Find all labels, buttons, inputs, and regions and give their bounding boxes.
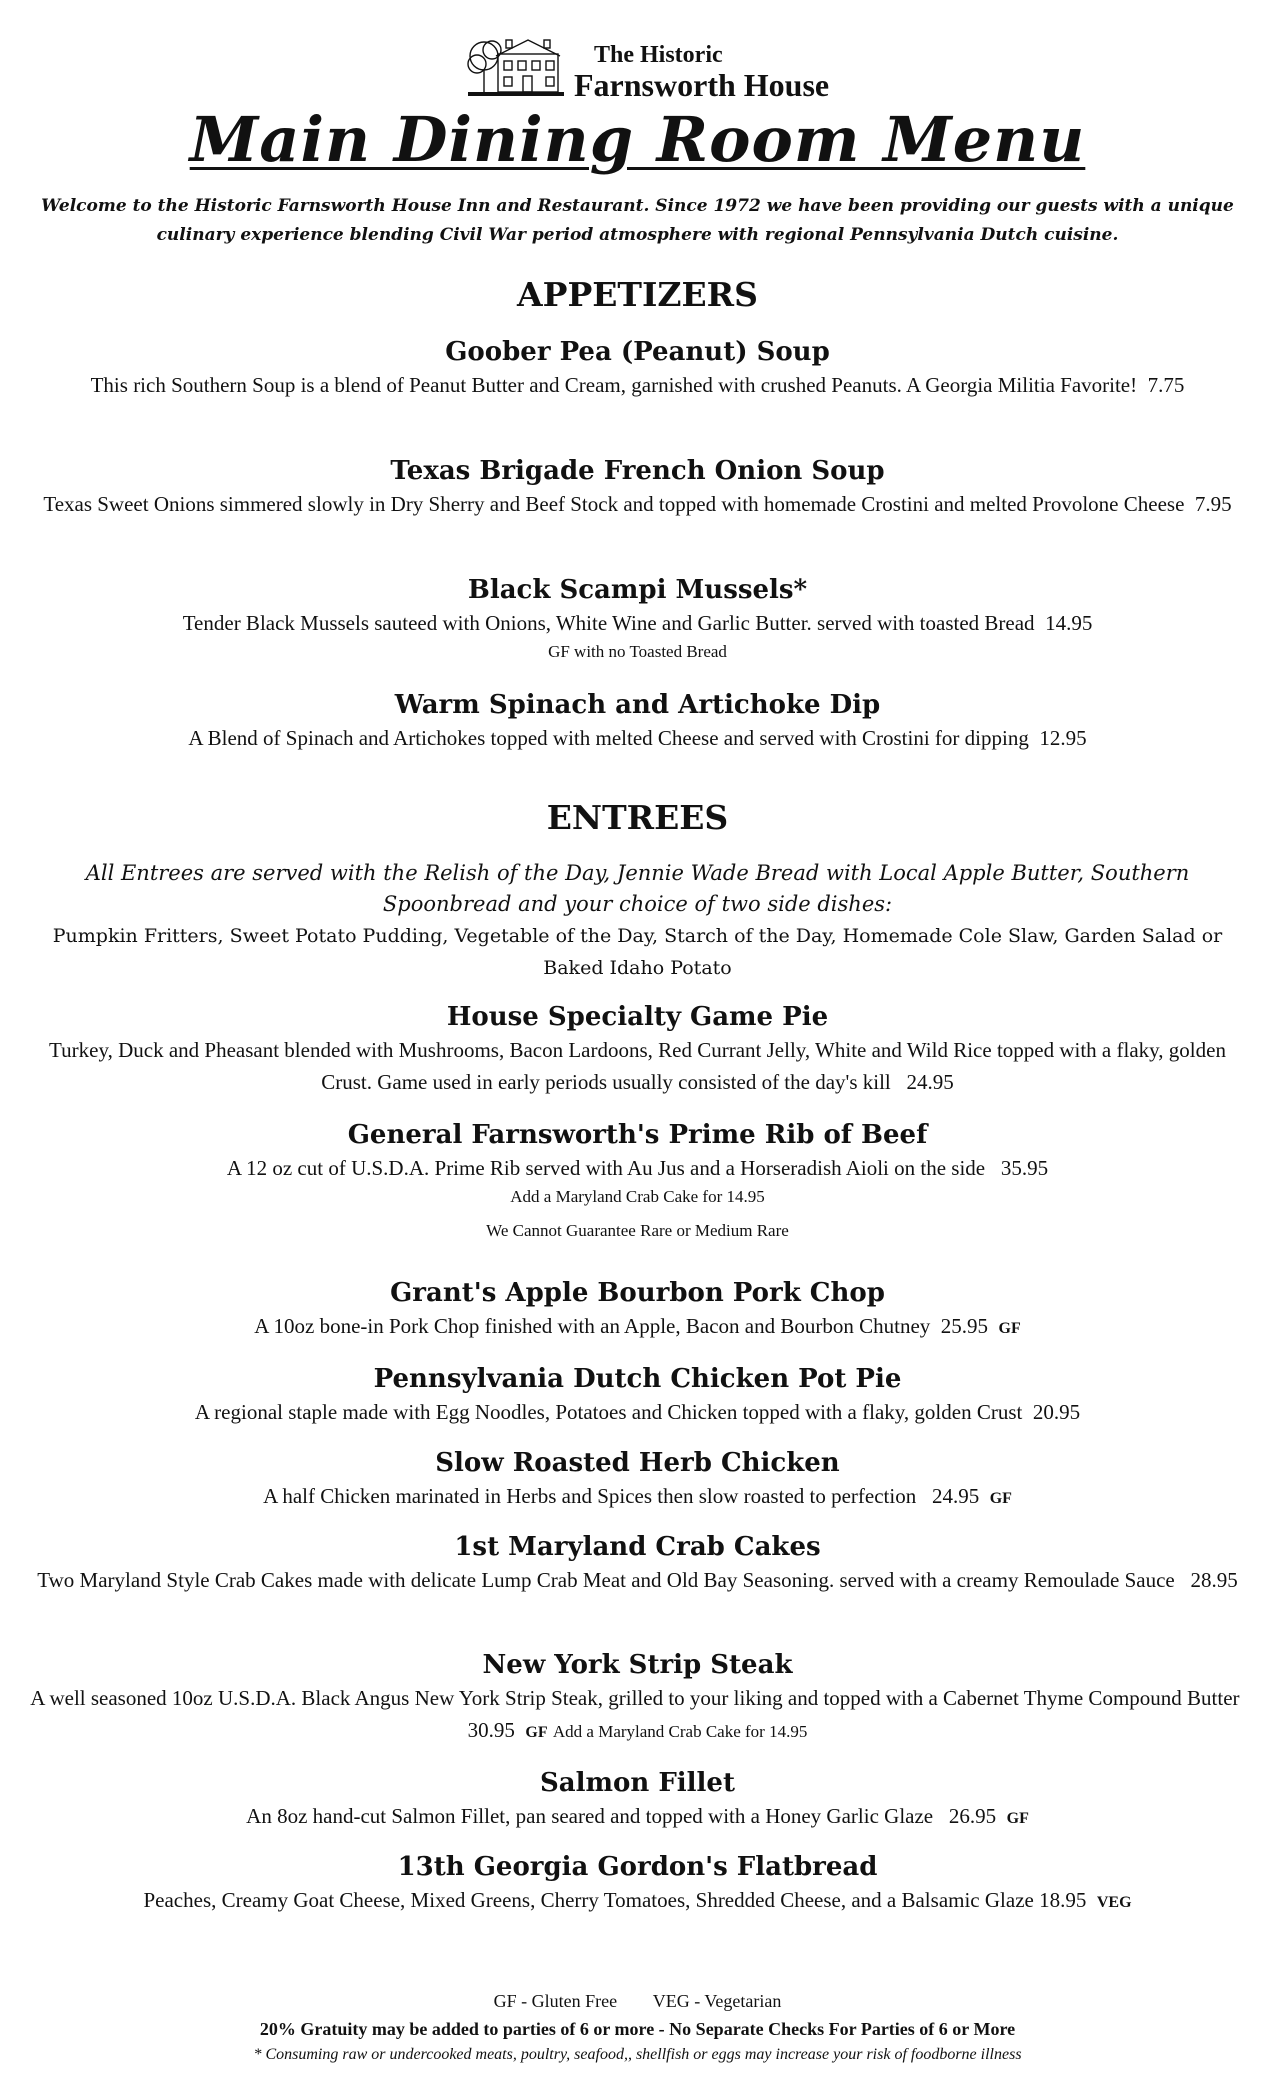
item-desc: A 12 oz cut of U.S.D.A. Prime Rib served with Au Jus and a Horseradish Aioli on the side 35.95 [226, 1156, 1049, 1180]
gratuity-note: 20% Gratuity may be added to parties of 6 or more - No Separate Checks For Parties of 6 or More [259, 2019, 1016, 2039]
item-note: GF with no Toasted Bread [548, 642, 727, 661]
menu-item [30, 573, 1245, 665]
menu-item [30, 1362, 1245, 1428]
item-tag: GF [998, 1320, 1021, 1337]
item-name: House Specialty Game Pie [446, 1002, 829, 1032]
item-price: 24.95 [931, 1484, 980, 1508]
item-name: Black Scampi Mussels* [467, 575, 808, 605]
item-name: Grant's Apple Bourbon Pork Chop [390, 1278, 885, 1308]
menu-item [30, 1118, 1245, 1244]
item-price: 7.95 [1194, 492, 1232, 516]
item-name: New York Strip Steak [482, 1650, 793, 1680]
item-price: 28.95 [1190, 1568, 1238, 1592]
item-name: 1st Maryland Crab Cakes [454, 1532, 821, 1562]
item-tag: GF [989, 1490, 1012, 1507]
item-addon: Add a Maryland Crab Cake for 14.95 [552, 1722, 808, 1741]
item-name: 13th Georgia Gordon's Flatbread [397, 1852, 878, 1882]
item-note-2: We Cannot Guarantee Rare or Medium Rare [486, 1221, 789, 1240]
item-desc: This rich Southern Soup is a blend of Peanut Butter and Cream, garnished with crushed Peanuts. A Georgia Militia Favorite! 7.75 [90, 373, 1185, 397]
item-desc: Two Maryland Style Crab Cakes made with delicate Lump Crab Meat and Old Bay Seasoning. served with a creamy Remoulade Sauce 28.95 [37, 1568, 1238, 1592]
item-price: 18.95 [1039, 1888, 1087, 1912]
item-tag: VEG [1096, 1894, 1132, 1911]
item-tag: GF [1006, 1810, 1029, 1827]
footer [30, 1987, 1245, 2067]
item-desc: A Blend of Spinach and Artichokes topped with melted Cheese and served with Crostini for dipping 12.95 [188, 726, 1087, 750]
menu-item [30, 1446, 1245, 1515]
item-desc: A well seasoned 10oz U.S.D.A. Black Angus New York Strip Steak, grilled to your liking and topped with a Cabernet Thyme Compound Butter 30.95 GF Add a Maryland Crab Cake for 14.95 [30, 1686, 1240, 1742]
menu-title: Main Dining Room Menu [189, 103, 1086, 176]
logo-line-2: Farnsworth House [574, 67, 830, 103]
item-name: General Farnsworth's Prime Rib of Beef [347, 1120, 928, 1150]
item-price: 12.95 [1039, 726, 1087, 750]
item-name: Texas Brigade French Onion Soup [390, 456, 885, 486]
menu-item [30, 1530, 1245, 1596]
logo [466, 34, 846, 102]
item-price: 14.95 [1045, 611, 1093, 635]
item-note: Add a Maryland Crab Cake for 14.95 [510, 1187, 765, 1206]
item-price: 30.95 [467, 1718, 515, 1742]
item-price: 24.95 [906, 1070, 954, 1094]
menu-item [30, 1000, 1245, 1098]
legend [30, 1987, 1245, 2015]
item-desc: An 8oz hand-cut Salmon Fillet, pan seared and topped with a Honey Garlic Glaze 26.95 GF [246, 1804, 1029, 1828]
item-desc: Turkey, Duck and Pheasant blended with Mushrooms, Bacon Lardoons, Red Currant Jelly, White and Wild Rice topped with a flaky, golden Crust. Game used in early periods usually consisted of the day's kill 24.95 [49, 1038, 1226, 1094]
entrees-intro-block [30, 858, 1245, 984]
appetizers-heading: APPETIZERS [517, 275, 758, 314]
menu-item [30, 454, 1245, 520]
food-safety-disclaimer: * Consuming raw or undercooked meats, poultry, seafood,, shellfish or eggs may increase your risk of foodborne illness [253, 2046, 1022, 2063]
menu-item [30, 688, 1245, 754]
item-name: Slow Roasted Herb Chicken [435, 1448, 840, 1478]
logo-line-1: The Historic [594, 42, 723, 68]
legend-gf: GF - Gluten Free [493, 1991, 618, 2011]
legend-veg: VEG - Vegetarian [652, 1991, 782, 2011]
item-name: Warm Spinach and Artichoke Dip [394, 690, 881, 720]
item-desc: Tender Black Mussels sauteed with Onions, White Wine and Garlic Butter. served with toasted Bread 14.95 [182, 611, 1093, 635]
house-icon [466, 34, 566, 98]
menu-item [30, 1766, 1245, 1835]
menu-item [30, 1850, 1245, 1919]
item-price: 26.95 [948, 1804, 997, 1828]
item-price: 25.95 [940, 1314, 989, 1338]
entrees-intro: All Entrees are served with the Relish of the Day, Jennie Wade Bread with Local Apple Butter, Southern Spoonbread and your choice of two side dishes: [85, 861, 1190, 916]
menu-item [30, 1648, 1245, 1749]
item-price: 35.95 [1000, 1156, 1049, 1180]
item-price: 7.75 [1147, 373, 1185, 397]
item-desc: Texas Sweet Onions simmered slowly in Dry Sherry and Beef Stock and topped with homemade Crostini and melted Provolone Cheese 7.95 [43, 492, 1232, 516]
item-name: Salmon Fillet [540, 1768, 735, 1798]
welcome-text: Welcome to the Historic Farnsworth House Inn and Restaurant. Since 1972 we have been providing our guests with a unique culinary experience blending Civil War period atmosphere with regional Pennsylvania Dutch cuisine. [41, 196, 1234, 245]
item-tag: GF [525, 1724, 548, 1741]
item-desc: A half Chicken marinated in Herbs and Spices then slow roasted to perfection 24.95 GF [263, 1484, 1012, 1508]
menu-item [30, 335, 1245, 401]
item-price: 20.95 [1032, 1400, 1081, 1424]
item-desc: Peaches, Creamy Goat Cheese, Mixed Greens, Cherry Tomatoes, Shredded Cheese, and a Balsamic Glaze 18.95 VEG [143, 1888, 1132, 1912]
menu-item [30, 1276, 1245, 1345]
item-desc: A 10oz bone-in Pork Chop finished with an Apple, Bacon and Bourbon Chutney 25.95 GF [254, 1314, 1021, 1338]
item-name: Goober Pea (Peanut) Soup [445, 337, 830, 367]
entrees-heading: ENTREES [546, 798, 729, 837]
item-name: Pennsylvania Dutch Chicken Pot Pie [373, 1364, 902, 1394]
item-desc: A regional staple made with Egg Noodles, Potatoes and Chicken topped with a flaky, golden Crust 20.95 [194, 1400, 1081, 1424]
side-dishes: Pumpkin Fritters, Sweet Potato Pudding, Vegetable of the Day, Starch of the Day, Homemade Cole Slaw, Garden Salad or Baked Idaho Potato [52, 925, 1223, 979]
